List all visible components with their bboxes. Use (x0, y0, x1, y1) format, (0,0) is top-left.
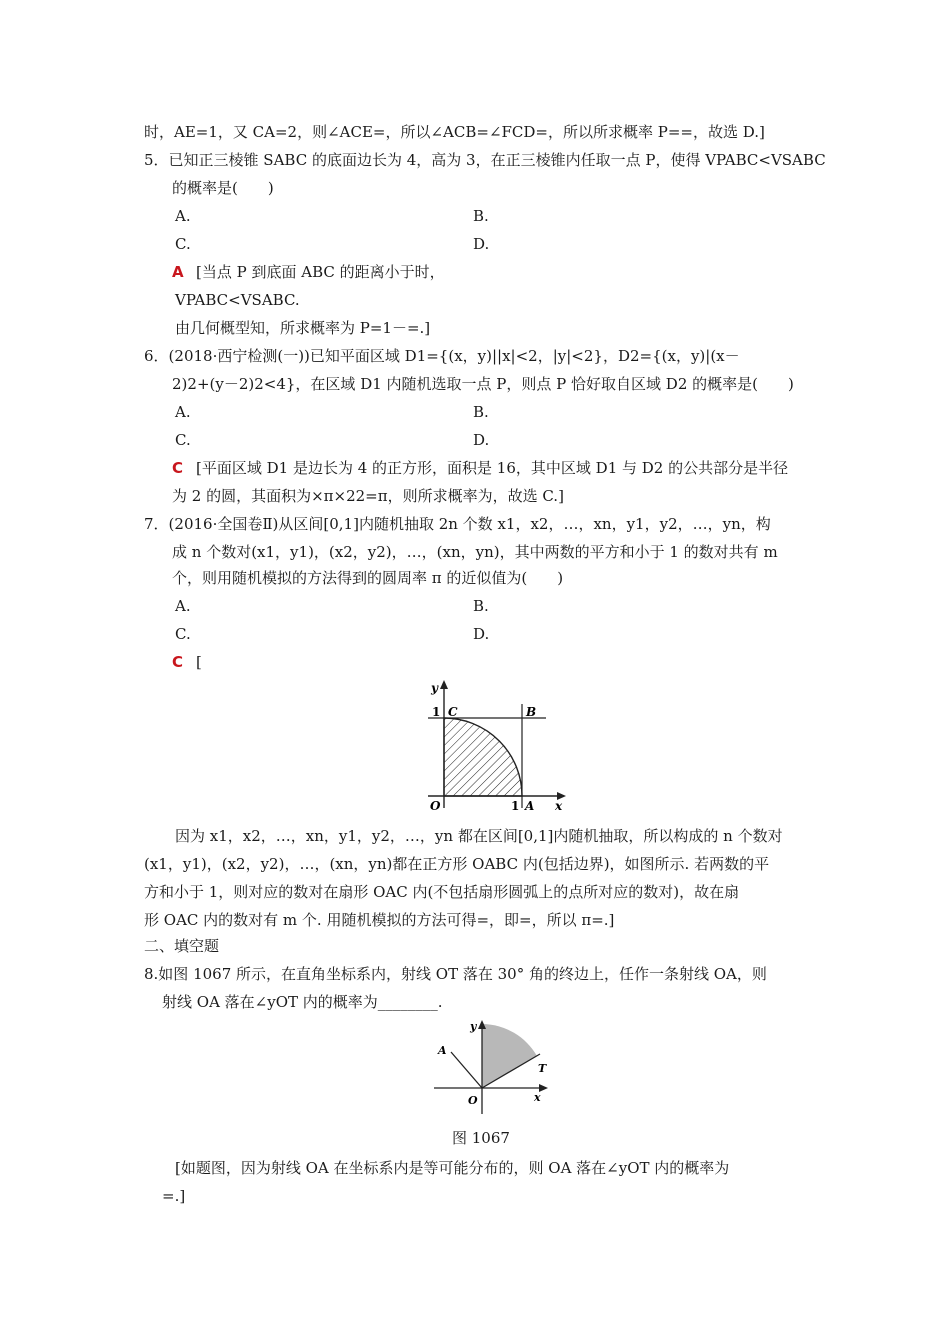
q6-option-c: C. (175, 431, 191, 449)
q5-option-c: C. (175, 235, 191, 253)
q5-stem-line2: 的概率是( ) (172, 179, 274, 197)
q6-option-a: A. (175, 403, 191, 421)
q5-stem-line1: 5．已知正三棱锥 SABC 的底面边长为 4，高为 3，在正三棱锥内任取一点 P，使得 VPABC<VSABC (144, 151, 826, 169)
q7-solution-line1: 因为 x1，x2，…，xn，y1，y2，…，yn 都在区间[0,1]内随机抽取，所以构成的 n 个数对 (175, 827, 783, 845)
q8-label-a: A (438, 1044, 447, 1057)
q7-label-o: O (430, 799, 441, 812)
q7-stem-line1: 7．(2016·全国卷Ⅱ)从区间[0,1]内随机抽取 2n 个数 x1，x2，…，xn，y1，y2，…，yn，构 (144, 515, 771, 533)
q6-stem-line2: 2)2+(y－2)2<4}，在区域 D1 内随机选取一点 P，则点 P 恰好取自区域 D2 的概率是( ) (172, 375, 794, 393)
q7-label-one-x: 1 (511, 799, 520, 812)
q7-label-b: B (526, 705, 537, 719)
q7-solution-line3: 方和小于 1，则对应的数对在扇形 OAC 内(不包括扇形圆弧上的点所对应的数对)，故在扇 (144, 883, 740, 901)
q8-stem-line2: 射线 OA 落在∠yOT 内的概率为________. (162, 993, 443, 1011)
q7-answer-letter: C (172, 653, 184, 671)
q8-solution-line1: [如题图，因为射线 OA 在坐标系内是等可能分布的，则 OA 落在∠yOT 内的概率为 (175, 1159, 730, 1177)
q6-option-d: D. (473, 431, 490, 449)
q5-solution-line1: [当点 P 到底面 ABC 的距离小于时， (196, 263, 445, 281)
q8-stem-line1: 8.如图 1067 所示，在直角坐标系内，射线 OT 落在 30° 角的终边上，任作一条射线 OA，则 (144, 965, 767, 983)
q6-option-b: B. (473, 403, 489, 421)
q6-answer-letter: C (172, 459, 184, 477)
q6-solution-line1: [平面区域 D1 是边长为 4 的正方形，面积是 16，其中区域 D1 与 D2 的公共部分是半径 (196, 459, 789, 477)
q8-label-t: T (538, 1062, 547, 1075)
q7-y-axis-arrow (440, 680, 448, 689)
q7-solution-line4: 形 OAC 内的数对有 m 个. 用随机模拟的方法可得=，即=，所以 π=.] (144, 911, 615, 929)
q8-label-x: x (534, 1091, 541, 1104)
q7-option-c: C. (175, 625, 191, 643)
q7-label-c: C (448, 705, 458, 719)
q8-ray-oa (451, 1052, 482, 1088)
q5-solution-line3: 由几何概型知，所求概率为 P=1－=.] (175, 319, 431, 337)
q5-option-b: B. (473, 207, 489, 225)
q7-hatched-sector (444, 718, 522, 796)
q7-option-a: A. (175, 597, 191, 615)
q7-quarter-circle-figure (420, 676, 580, 812)
q8-label-y: y (470, 1020, 477, 1033)
q8-solution-line2: =.] (162, 1187, 186, 1205)
q6-stem-line1: 6．(2018·西宁检测(一))已知平面区域 D1={(x，y)||x|<2，|y|<2}，D2={(x，y)|(x－ (144, 347, 740, 365)
q8-angle-figure (430, 1018, 558, 1116)
q5-solution-line2: VPABC<VSABC. (175, 291, 300, 309)
q8-shaded-sector (482, 1024, 537, 1088)
q5-option-d: D. (473, 235, 490, 253)
q7-answer-bracket: [ (196, 653, 202, 671)
q7-option-b: B. (473, 597, 489, 615)
q5-answer-letter: A (172, 263, 184, 281)
q7-stem-line3: 个，则用随机模拟的方法得到的圆周率 π 的近似值为( ) (172, 569, 564, 587)
q8-label-o: O (468, 1094, 478, 1107)
q7-stem-line2: 成 n 个数对(x1，y1)，(x2，y2)，…，(xn，yn)，其中两数的平方和小于 1 的数对共有 m (172, 543, 778, 561)
q8-figure-caption: 图 1067 (452, 1129, 510, 1147)
q7-solution-line2: (x1，y1)，(x2，y2)，…，(xn，yn)都在正方形 OABC 内(包括边界)，如图所示. 若两数的平 (144, 855, 770, 873)
q7-label-one-y: 1 (432, 705, 441, 719)
q5-option-a: A. (175, 207, 191, 225)
q6-solution-line2: 为 2 的圆，其面积为×π×22=π，则所求概率为，故选 C.] (172, 487, 564, 505)
section-heading: 二、填空题 (144, 937, 220, 955)
q7-option-d: D. (473, 625, 490, 643)
q7-label-x: x (555, 799, 563, 812)
q7-label-a: A (525, 799, 535, 812)
prev-solution-line: 时，AE=1，又 CA=2，则∠ACE=，所以∠ACB=∠FCD=，所以所求概率 P==，故选 D.] (144, 123, 765, 141)
q7-label-y: y (431, 681, 438, 695)
